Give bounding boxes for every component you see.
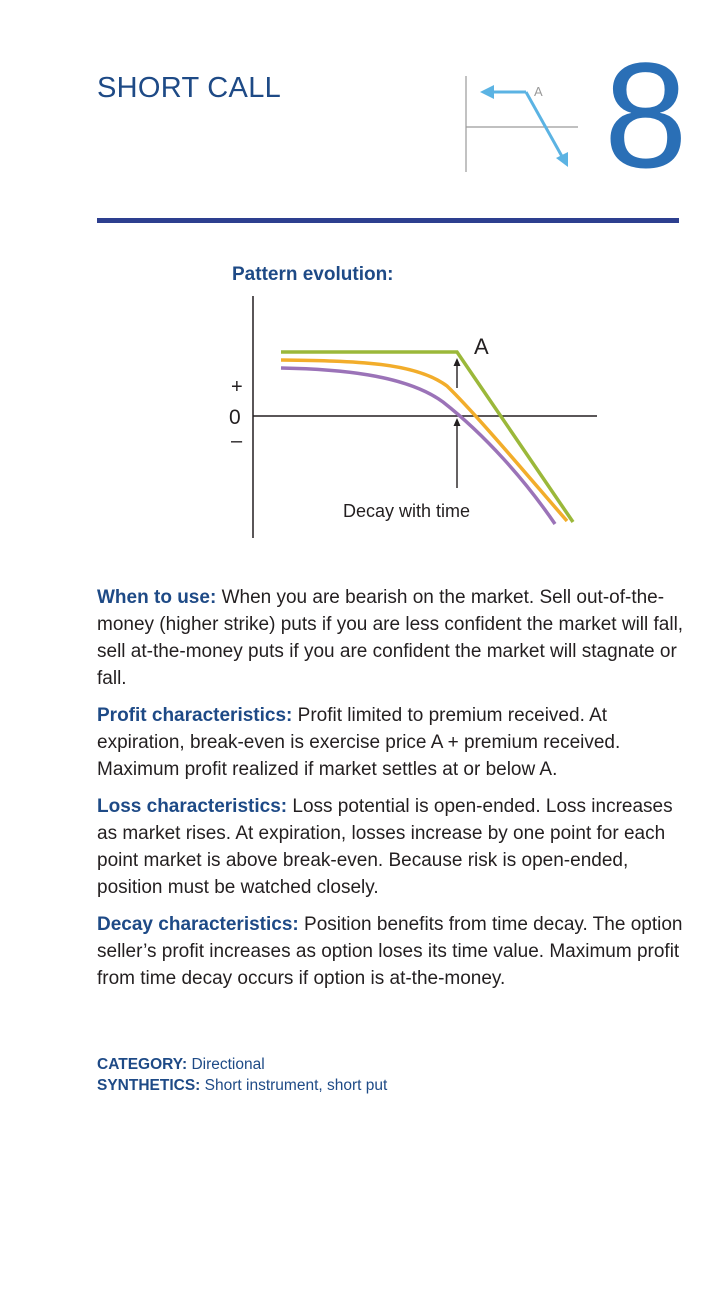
meta-info [97,1054,387,1096]
category-label: CATEGORY: [97,1056,188,1073]
mini-label-a: A [534,84,543,99]
decay-label: Decay with time [343,501,471,521]
arrow-up-icon [454,358,461,366]
description [97,584,697,1002]
pattern-evolution-chart [215,290,615,550]
mini-payoff-diagram [460,72,590,182]
section-body: When you are bearish on the market. Sell out-of-the-money (higher strike) puts if you are less confident the market will fall, sell at-the-money puts if you are confident the market will stagnate or fall. [97,587,684,689]
synthetics-label: SYNTHETICS: [97,1077,201,1094]
section-lead: Profit characteristics: [97,705,293,726]
zero-label: 0 [229,406,241,429]
pattern-title: Pattern evolution: [232,264,394,285]
section-body: Position benefits from time decay. The option seller’s profit increases as option loses its time value. Maximum profit from time decay occurs if option is at-the-money. [97,914,683,989]
synthetics-value: Short instrument, short put [204,1077,388,1094]
category-row [97,1054,387,1075]
curve-orange [281,360,567,521]
category-value: Directional [191,1056,265,1073]
minus-label: – [231,430,243,452]
curve-green-expiration [281,352,573,522]
arrow-left-icon [480,85,494,99]
arrow-up-icon [454,418,461,426]
section-body: Loss potential is open-ended. Loss increases as market rises. At expiration, losses increase by one point for each point market is above break-even. Because risk is open-ended, position must be watched closely. [97,796,673,898]
plus-label: + [231,376,243,398]
header-rule [97,218,679,223]
section-lead: Loss characteristics: [97,796,288,817]
section-decay [97,911,697,992]
section-lead: When to use: [97,587,217,608]
section-body: Profit limited to premium received. At expiration, break-even is exercise price A + premium received. Maximum profit realized if market settles at or below A. [97,705,621,780]
section-profit [97,702,697,783]
strategy-number: 8 [604,31,688,199]
synthetics-row [97,1075,387,1096]
section-loss [97,793,697,901]
strike-label-a: A [474,334,489,359]
page-title: SHORT CALL [97,72,282,104]
section-lead: Decay characteristics: [97,914,299,935]
section-when-to-use [97,584,697,692]
